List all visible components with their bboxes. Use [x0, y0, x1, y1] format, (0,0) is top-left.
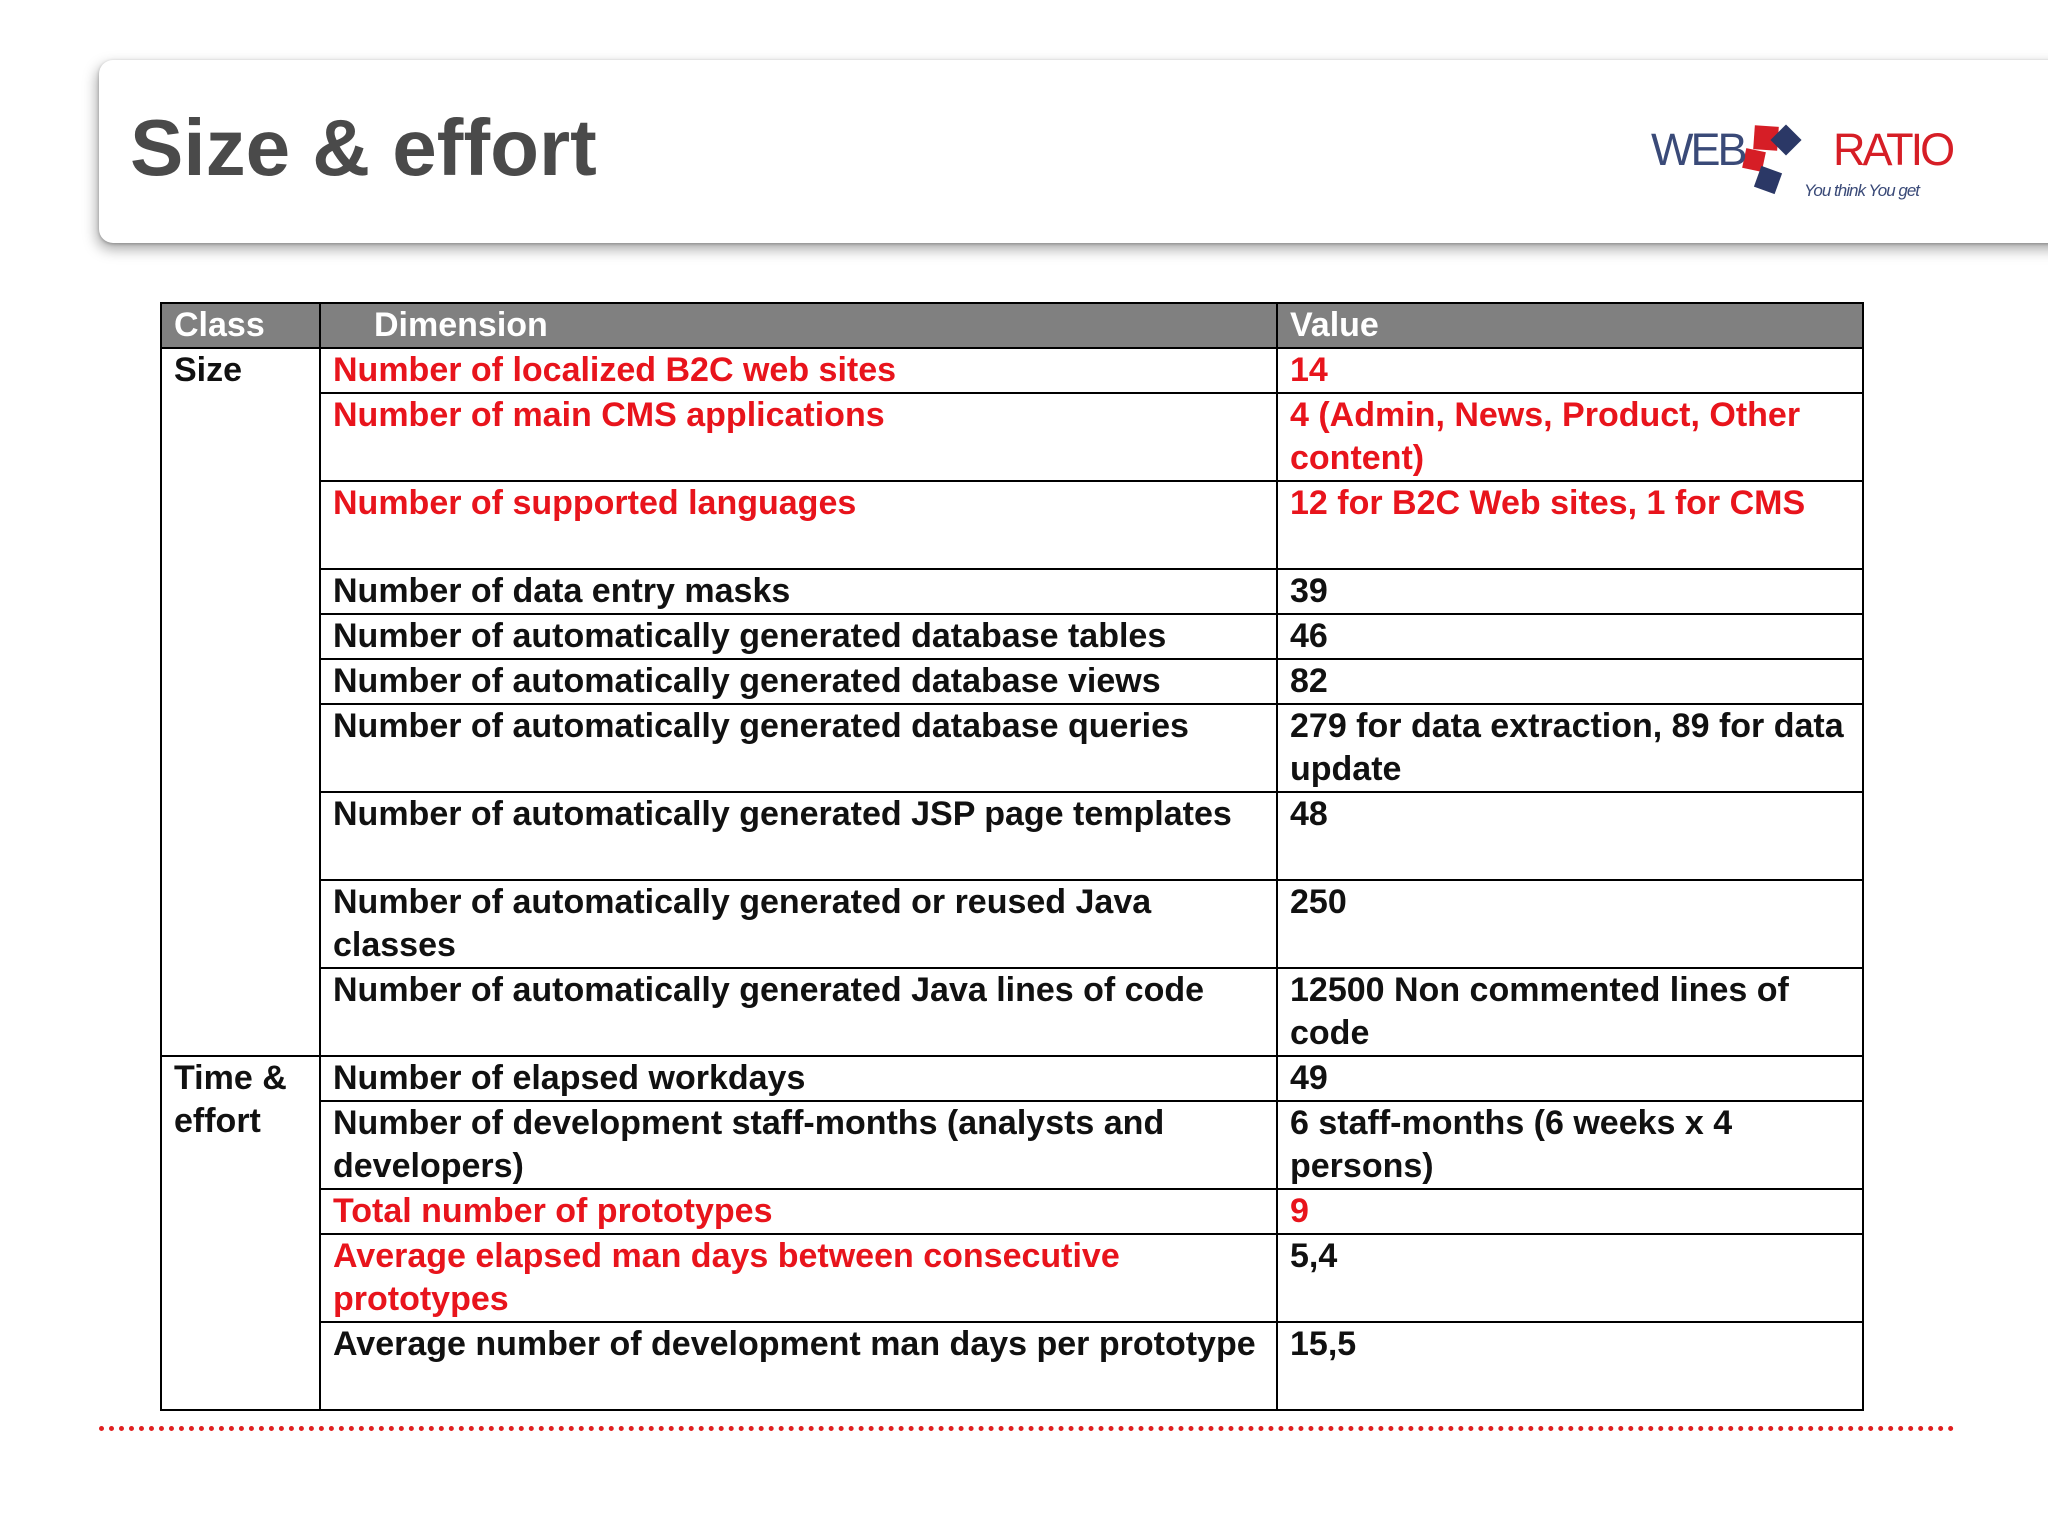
dimension-cell: Average elapsed man days between consecutive prototypes	[320, 1234, 1277, 1322]
table-row	[161, 348, 1863, 393]
value-cell: 250	[1277, 880, 1863, 968]
footer-divider	[99, 1426, 1955, 1431]
table-row	[161, 704, 1863, 792]
header-dimension: Dimension	[320, 303, 1277, 348]
dimension-cell: Number of automatically generated Java lines of code	[320, 968, 1277, 1056]
value-cell: 9	[1277, 1189, 1863, 1234]
table-header-row	[161, 303, 1863, 348]
table-row	[161, 968, 1863, 1056]
table-row	[161, 792, 1863, 880]
table-row	[161, 1101, 1863, 1189]
webratio-logo	[1646, 114, 1966, 214]
value-cell: 48	[1277, 792, 1863, 880]
table-row	[161, 1056, 1863, 1101]
logo-word-web: WEB	[1651, 124, 1745, 175]
table-row	[161, 1322, 1863, 1410]
class-size: Size	[161, 348, 320, 1056]
dimension-cell: Number of main CMS applications	[320, 393, 1277, 481]
size-effort-table	[160, 302, 1864, 1411]
table-row	[161, 481, 1863, 569]
value-cell: 82	[1277, 659, 1863, 704]
dimension-cell: Number of automatically generated database tables	[320, 614, 1277, 659]
logo-tagline: You think You get	[1804, 181, 1920, 200]
value-cell: 15,5	[1277, 1322, 1863, 1410]
value-cell: 6 staff-months (6 weeks x 4 persons)	[1277, 1101, 1863, 1189]
dimension-cell: Number of automatically generated database queries	[320, 704, 1277, 792]
value-cell: 12500 Non commented lines of code	[1277, 968, 1863, 1056]
value-cell: 49	[1277, 1056, 1863, 1101]
dimension-cell: Number of automatically generated JSP page templates	[320, 792, 1277, 880]
dimension-cell: Number of development staff-months (analysts and developers)	[320, 1101, 1277, 1189]
dimension-cell: Total number of prototypes	[320, 1189, 1277, 1234]
dimension-cell: Number of localized B2C web sites	[320, 348, 1277, 393]
value-cell: 279 for data extraction, 89 for data update	[1277, 704, 1863, 792]
dimension-cell: Number of supported languages	[320, 481, 1277, 569]
value-cell: 12 for B2C Web sites, 1 for CMS	[1277, 481, 1863, 569]
dimension-cell: Average number of development man days per prototype	[320, 1322, 1277, 1410]
page-title: Size & effort	[130, 103, 597, 192]
dimension-cell: Number of elapsed workdays	[320, 1056, 1277, 1101]
table-row	[161, 1234, 1863, 1322]
table-row	[161, 659, 1863, 704]
header-class: Class	[161, 303, 320, 348]
value-cell: 14	[1277, 348, 1863, 393]
value-cell: 46	[1277, 614, 1863, 659]
table-row	[161, 569, 1863, 614]
value-cell: 39	[1277, 569, 1863, 614]
class-time-effort: Time & effort	[161, 1056, 320, 1410]
dimension-cell: Number of automatically generated database views	[320, 659, 1277, 704]
dimension-cell: Number of automatically generated or reused Java classes	[320, 880, 1277, 968]
table-row	[161, 614, 1863, 659]
header-value: Value	[1277, 303, 1863, 348]
value-cell: 5,4	[1277, 1234, 1863, 1322]
dimension-cell: Number of data entry masks	[320, 569, 1277, 614]
logo-word-ratio: RATIO	[1833, 124, 1953, 175]
value-cell: 4 (Admin, News, Product, Other content)	[1277, 393, 1863, 481]
table-row	[161, 1189, 1863, 1234]
table-row	[161, 393, 1863, 481]
table-row	[161, 880, 1863, 968]
